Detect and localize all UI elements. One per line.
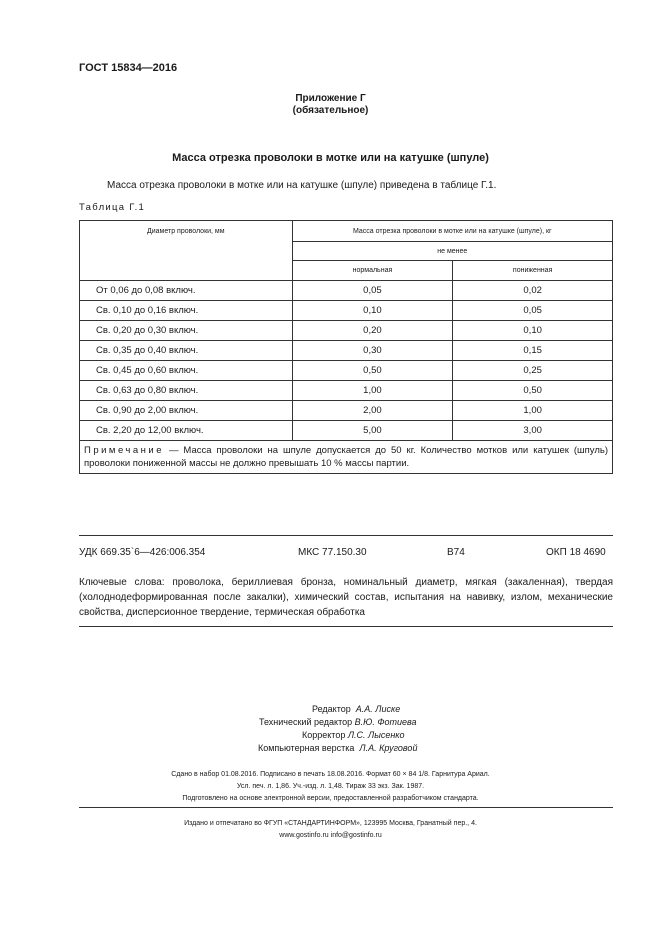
cell-normal: 0,10: [292, 301, 453, 321]
cell-reduced: 3,00: [453, 421, 613, 441]
cell-diameter: От 0,06 до 0,08 включ.: [80, 281, 293, 301]
okp-code: ОКП 18 4690: [546, 547, 606, 558]
standard-number: ГОСТ 15834—2016: [79, 62, 178, 74]
imprint-block: [0, 769, 661, 805]
section-title: Масса отрезка проволоки в мотке или на катушке (шпуле): [172, 152, 489, 164]
table-label: Таблица Г.1: [79, 202, 146, 213]
cell-reduced: 0,50: [453, 381, 613, 401]
imprint-line-3: Подготовлено на основе электронной версии, предоставленной разработчиком стандарта.: [182, 795, 479, 802]
col-header-reduced: пониженная: [453, 261, 613, 281]
publisher-line-2: www.gostinfo.ru info@gostinfo.ru: [279, 832, 382, 839]
imprint-line-1: Сдано в набор 01.08.2016. Подписано в печать 18.08.2016. Формат 60 × 84 1/8. Гарнитура Ариал.: [171, 771, 490, 778]
classification-code: В74: [447, 547, 465, 558]
table-row: [80, 301, 613, 321]
cell-normal: 0,30: [292, 341, 453, 361]
credit-editor: Редактор А.А. Лиске: [312, 704, 401, 714]
col-header-diameter: Диаметр проволоки, мм: [80, 221, 293, 281]
cell-reduced: 0,15: [453, 341, 613, 361]
cell-reduced: 0,10: [453, 321, 613, 341]
credit-corrector: Корректор Л.С. Лысенко: [302, 730, 405, 740]
divider-imprint: [79, 807, 613, 808]
cell-diameter: Св. 0,10 до 0,16 включ.: [80, 301, 293, 321]
cell-diameter: Св. 0,35 до 0,40 включ.: [80, 341, 293, 361]
table-row: [80, 321, 613, 341]
note-text: — Масса проволоки на шпуле допускается до 50 кг. Количество мотков или катушек (шпуль) проволоки пониженной массы не должно превышать 10 % массы партии.: [84, 445, 608, 469]
udk-code: УДК 669.35`6—426:006.354: [79, 547, 206, 558]
cell-normal: 0,05: [292, 281, 453, 301]
mks-code: МКС 77.150.30: [298, 547, 367, 558]
credit-tech-editor: Технический редактор В.Ю. Фотиева: [259, 717, 417, 727]
table-row: [80, 341, 613, 361]
cell-diameter: Св. 0,63 до 0,80 включ.: [80, 381, 293, 401]
table-row: [80, 361, 613, 381]
cell-diameter: Св. 2,20 до 12,00 включ.: [80, 421, 293, 441]
col-header-min: не менее: [292, 242, 612, 261]
cell-diameter: Св. 0,90 до 2,00 включ.: [80, 401, 293, 421]
table-row: [80, 401, 613, 421]
cell-reduced: 0,25: [453, 361, 613, 381]
mass-table: [79, 220, 613, 474]
col-header-mass-group: Масса отрезка проволоки в мотке или на катушке (шпуле), кг: [292, 221, 612, 242]
cell-normal: 2,00: [292, 401, 453, 421]
cell-reduced: 0,02: [453, 281, 613, 301]
note-label: Примечание: [84, 445, 164, 456]
cell-normal: 1,00: [292, 381, 453, 401]
appendix-title: Приложение Г: [295, 93, 366, 104]
divider-top: [79, 535, 613, 536]
cell-reduced: 0,05: [453, 301, 613, 321]
table-row: [80, 421, 613, 441]
table-note: [80, 441, 613, 474]
divider-bottom: [79, 626, 613, 627]
cell-normal: 5,00: [292, 421, 453, 441]
table-row: [80, 281, 613, 301]
publisher-block: [0, 818, 661, 842]
cell-normal: 0,50: [292, 361, 453, 381]
cell-diameter: Св. 0,45 до 0,60 включ.: [80, 361, 293, 381]
intro-text: Масса отрезка проволоки в мотке или на катушке (шпуле) приведена в таблице Г.1.: [107, 180, 497, 191]
cell-reduced: 1,00: [453, 401, 613, 421]
credit-layout: Компьютерная верстка Л.А. Круговой: [258, 743, 418, 753]
appendix-heading: [0, 93, 661, 117]
cell-normal: 0,20: [292, 321, 453, 341]
appendix-subtitle: (обязательное): [292, 105, 369, 116]
publisher-line-1: Издано и отпечатано во ФГУП «СТАНДАРТИНФОРМ», 123995 Москва, Гранатный пер., 4.: [184, 820, 477, 827]
keywords: Ключевые слова: проволока, бериллиевая бронза, номинальный диаметр, мягкая (закаленная), твердая (холоднодеформированная после закалки), химический состав, испытания на навивку, излом, механические свойства, дисперсионное твердение, термическая обработка: [79, 577, 613, 618]
cell-diameter: Св. 0,20 до 0,30 включ.: [80, 321, 293, 341]
col-header-normal: нормальная: [292, 261, 453, 281]
table-row: [80, 381, 613, 401]
imprint-line-2: Усл. печ. л. 1,86. Уч.-изд. л. 1,48. Тираж 33 экз. Зак. 1987.: [236, 783, 425, 790]
